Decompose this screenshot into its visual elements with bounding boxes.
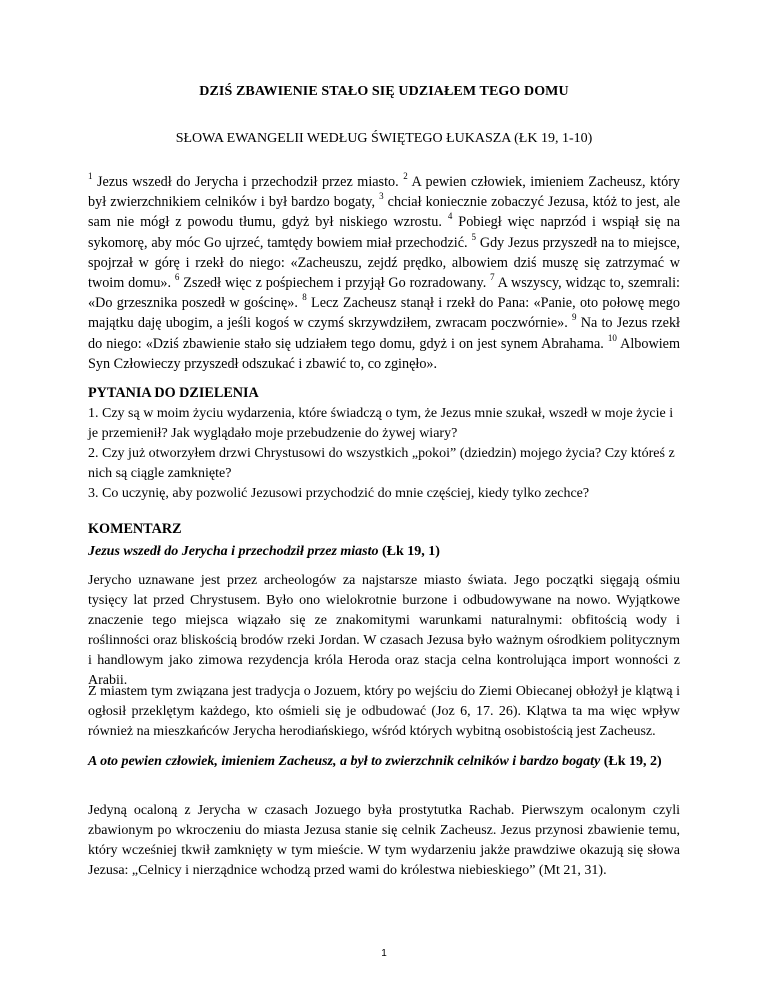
gospel-text <box>88 172 680 374</box>
verse-text: A pewien człowiek, imieniem Zacheusz, który był zwierzchnikiem celników i był bardzo bogaty, <box>88 174 681 211</box>
scripture-ref: (Łk 19, 2) <box>600 754 662 769</box>
verse-number: 7 <box>490 272 495 283</box>
commentary-paragraph: Jerycho uznawane jest przez archeologów za najstarsze miasto świata. Jego początki sięgają ośmiu tysięcy lat przed Chrystusem. Było ono wielokrotnie burzone i odbudowywane na nowo. Wyjątkowe znaczenie tego miejsca wiązało się ze znakomitymi warunkami naturalnymi: obfitością wody i roślinności oraz bliskością brodów rzeki Jordan. W czasach Jezusa było ważnym ośrodkiem politycznym i handlowym jako zimowa rezydencja króla Heroda oraz stacja celna kontrolująca import wonności z Arabii. <box>88 573 680 688</box>
verse-number: 8 <box>302 292 307 303</box>
verse-number: 6 <box>174 272 180 283</box>
scripture-quote: Jezus wszedł do Jerycha i przechodził przez miasto <box>88 544 379 559</box>
question-item: 1. Czy są w moim życiu wydarzenia, które świadczą o tym, że Jezus mnie szukał, wszedł w moje życie i je przemienił? Jak wyglądało moje przebudzenie do żywej wiary? <box>88 406 674 441</box>
page-title: DZIŚ ZBAWIENIE STAŁO SIĘ UDZIAŁEM TEGO DOMU <box>199 84 569 99</box>
verse-text: chciał koniecznie zobaczyć Jezusa, któż to jest, ale sam nie mógł z powodu tłumu, gdyż był niskiego wzrostu. <box>88 194 680 231</box>
verse-number: 2 <box>403 171 408 181</box>
verse-text: Jezus wszedł do Jerycha i przechodził przez miasto. <box>92 174 404 190</box>
scripture-ref: (Łk 19, 1) <box>378 544 440 559</box>
verse-text: A wszyscy, widząc to, szemrali: «Do grzesznika poszedł w gościnę». <box>88 275 680 312</box>
page-number: 1 <box>381 948 387 959</box>
verse-number: 4 <box>447 211 453 222</box>
questions-heading: PYTANIA DO DZIELENIA <box>88 385 259 401</box>
verse-text: Zszedł więc z pośpiechem i przyjął Go rozradowany. <box>179 275 491 292</box>
verse-text: Pobiegł więc naprzód i wspiął się na sykomorę, aby móc Go ujrzeć, tamtędy bowiem miał przechodzić. <box>88 214 681 251</box>
verse-text: Gdy Jezus przyszedł na to miejsce, spojrzał w górę i rzekł do niego: «Zacheuszu, zejdź prędko, albowiem dziś muszę się zatrzymać w twoim domu». <box>88 234 680 292</box>
question-item: 3. Co uczynię, aby pozwolić Jezusowi przychodzić do mnie częściej, kiedy tylko zechce? <box>88 486 590 501</box>
verse-number: 5 <box>471 231 476 242</box>
commentary-paragraph: Jedyną ocaloną z Jerycha w czasach Jozuego była prostytutka Rachab. Pierwszym ocalonym czyli zbawionym po wkroczeniu do miasta Jezusa stanie się celnik Zacheusz. Jezus przynosi zbawienie temu, który wcześniej tkwił zamknięty w tym mieście. W tym wydarzeniu jakże prawdziwe okazują się słowa Jezusa: „Celnicy i nierządnice wchodzą przed wami do królestwa niebieskiego” (Mt 21, 31). <box>88 803 680 878</box>
commentary-subheading-1 <box>88 542 680 562</box>
commentary-paragraph: Z miastem tym związana jest tradycja o Jozuem, który po wejściu do Ziemi Obiecanej obłożył je klątwą i ogłosił przeklętym każdego, kto ośmieli się je odbudować (Joz 6, 17. 26). Klątwa ta ma więc wpływ również na mieszkańców Jerycha herodiańskiego, wśród których wybitną osobistością jest Zacheusz. <box>88 684 680 739</box>
scripture-quote: A oto pewien człowiek, imieniem Zacheusz, a był to zwierzchnik celników i bardzo bogaty <box>88 754 601 769</box>
verse-text: Lecz Zacheusz stanął i rzekł do Pana: «Panie, oto połowę mego majątku daję ubogim, a jeśli kogoś w czymś skrzywdziłem, zwracam poczwórnie». <box>88 295 680 332</box>
question-item: 2. Czy już otworzyłem drzwi Chrystusowi do wszystkich „pokoi” (dziedzin) mojego życia? Czy któreś z nich są ciągle zamknięte? <box>88 446 675 481</box>
verse-text: Albowiem Syn Człowieczy przyszedł odszukać i zbawić to, co zginęło». <box>88 335 680 372</box>
verse-number: 3 <box>379 191 384 202</box>
commentary-subheading-2 <box>88 752 680 772</box>
verse-number: 1 <box>88 171 93 181</box>
verse-text: Na to Jezus rzekł do niego: «Dziś zbawienie stało się udziałem tego domu, gdyż i on jest synem Abrahama. <box>88 315 680 352</box>
verse-number: 10 <box>607 332 617 343</box>
gospel-reference-heading: SŁOWA EWANGELII WEDŁUG ŚWIĘTEGO ŁUKASZA (ŁK 19, 1-10) <box>175 131 593 146</box>
questions-list <box>88 404 680 504</box>
verse-number: 9 <box>572 312 577 323</box>
commentary-heading: KOMENTARZ <box>88 521 182 537</box>
